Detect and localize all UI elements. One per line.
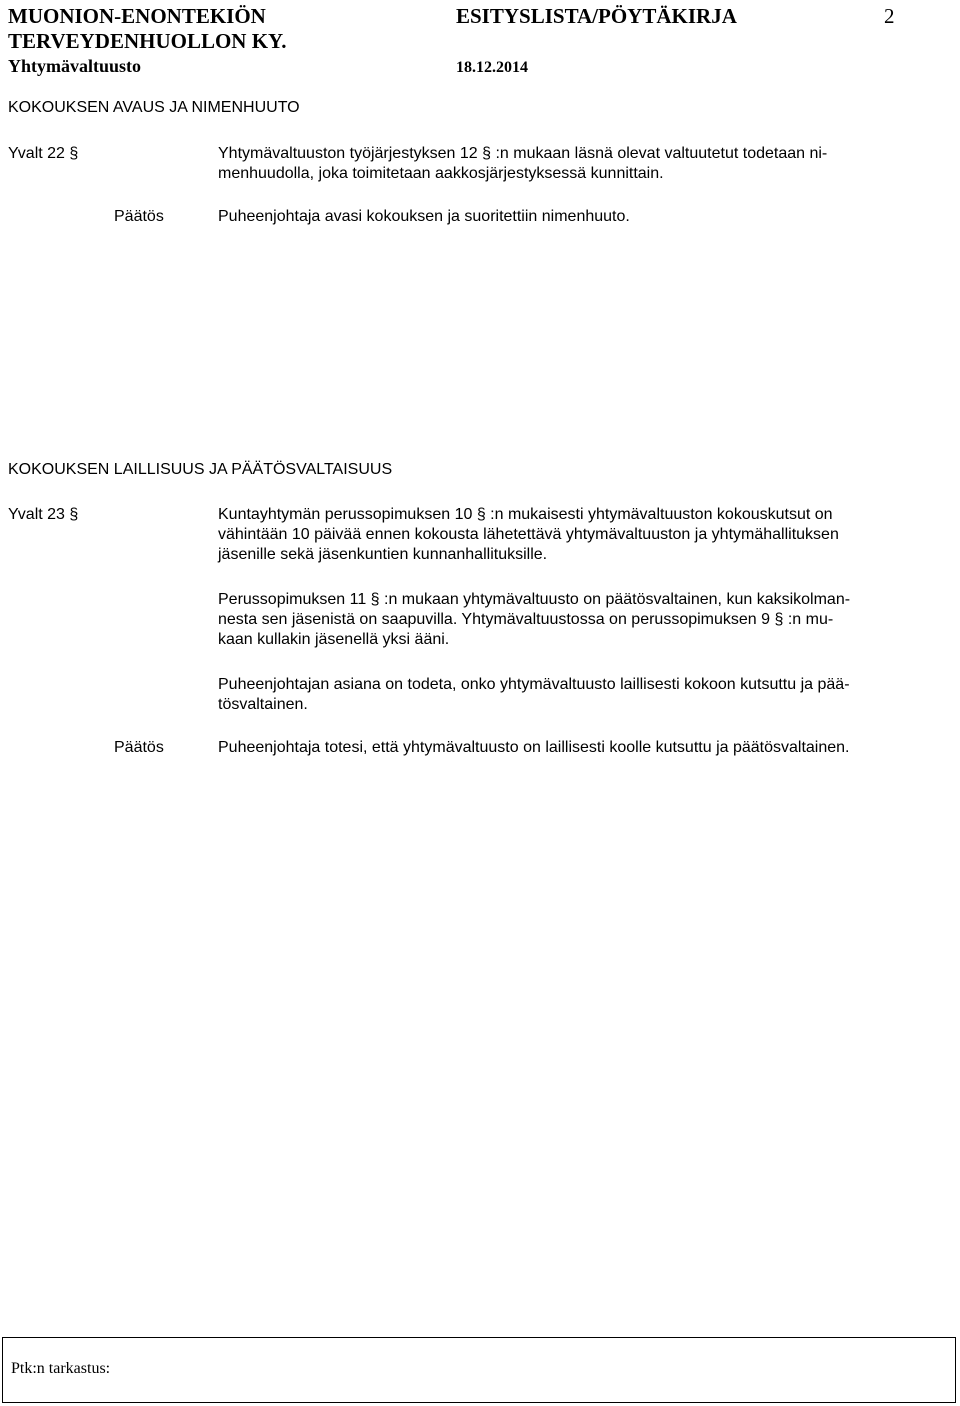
org-name-line2: TERVEYDENHUOLLON KY. — [8, 29, 287, 53]
text-line: nesta sen jäsenistä on saapuvilla. Yhtymävaltuustossa on perussopimuksen 9 § :n mu- — [218, 611, 834, 628]
section-ref-yvalt-22 — [8, 144, 78, 164]
text-line: jäsenille sekä jäsenkuntien kunnanhallituksille. — [218, 546, 548, 563]
section-text-opening — [218, 144, 948, 184]
text-line: tösvaltainen. — [218, 696, 308, 713]
text-line: menhuudolla, joka toimitetaan aakkosjärjestyksessä kunnittain. — [218, 165, 664, 182]
text-line: Puheenjohtajan asiana on todeta, onko yhtymävaltuusto laillisesti kokoon kutsuttu ja pää- — [218, 676, 850, 693]
decision-text: Puheenjohtaja avasi kokouksen ja suoritettiin nimenhuuto. — [218, 208, 630, 225]
text-line: Perussopimuksen 11 § :n mukaan yhtymävaltuusto on päätösvaltainen, kun kaksikolman- — [218, 591, 851, 608]
section-sign: § — [69, 506, 79, 523]
meeting-date: 18.12.2014 — [456, 59, 528, 76]
section-heading-opening: KOKOUKSEN AVAUS JA NIMENHUUTO — [8, 99, 300, 116]
decision-label: Päätös — [114, 208, 164, 225]
paragraph-3 — [218, 675, 948, 715]
decision-label: Päätös — [114, 739, 164, 756]
text-line: vähintään 10 päivää ennen kokousta lähetettävä yhtymävaltuuston ja yhtymähallituksen — [218, 526, 839, 543]
text-line: kaan kullakin jäsenellä yksi ääni. — [218, 631, 450, 648]
section-heading-legality: KOKOUKSEN LAILLISUUS JA PÄÄTÖSVALTAISUUS — [8, 461, 393, 478]
body-name: Yhtymävaltuusto — [8, 56, 142, 76]
text-line: Kuntayhtymän perussopimuksen 10 § :n mukaisesti yhtymävaltuuston kokouskutsut on — [218, 506, 833, 523]
paragraph-2 — [218, 590, 948, 650]
review-box — [2, 1337, 956, 1403]
section-sign: § — [69, 145, 79, 162]
page-number: 2 — [884, 4, 895, 28]
review-label: Ptk:n tarkastus: — [11, 1360, 111, 1377]
decision-text: Puheenjohtaja totesi, että yhtymävaltuusto on laillisesti koolle kutsuttu ja päätösvaltainen. — [218, 739, 850, 756]
section-ref-label: Yvalt 22 — [8, 145, 65, 162]
org-name-line1: MUONION-ENONTEKIÖN — [8, 4, 266, 28]
section-ref-yvalt-23 — [8, 505, 78, 525]
section-ref-label: Yvalt 23 — [8, 506, 65, 523]
text-line: Yhtymävaltuuston työjärjestyksen 12 § :n mukaan läsnä olevat valtuutetut todetaan ni- — [218, 145, 828, 162]
document-type: ESITYSLISTA/PÖYTÄKIRJA — [456, 4, 737, 28]
paragraph-1 — [218, 505, 948, 565]
